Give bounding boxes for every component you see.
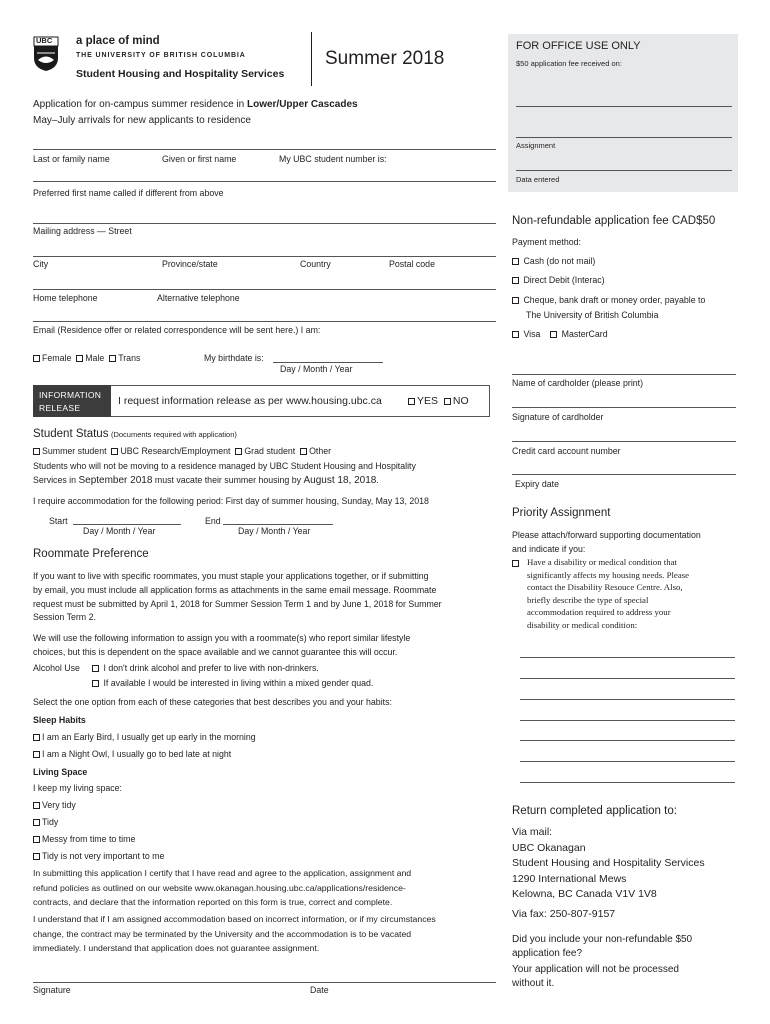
intro-line-1-bold: Lower/Upper Cascades (246, 99, 358, 110)
certify-para1-line: contracts, and declare that the information reported on this form is true, correct and complete. (33, 897, 393, 907)
cardholder-signature-label: Signature of cardholder (512, 412, 604, 422)
cardholder-name-label: Name of cardholder (please print) (512, 378, 644, 388)
office-use-box (508, 34, 738, 192)
birthdate-format: Day / Month / Year (280, 364, 353, 374)
trans-label: Trans (118, 353, 141, 363)
priority-description-line[interactable] (520, 740, 735, 741)
sleep-option-2-text: I am a Night Owl, I usually go to bed late at night (42, 749, 232, 759)
postal-code-label: Postal code (389, 259, 435, 269)
priority-item-text (527, 556, 689, 632)
birthdate-field[interactable] (273, 362, 383, 363)
vacate-part-c: must vacate their summer housing by (152, 475, 304, 485)
info-release-tag-line1: INFORMATION (39, 390, 102, 400)
info-release-text: I request information release as per www.housing.ubc.ca (118, 395, 382, 407)
cardholder-name-field[interactable] (512, 374, 736, 375)
city-field[interactable] (33, 256, 496, 257)
birthdate-label: My birthdate is: (204, 353, 264, 363)
header-divider (311, 32, 312, 86)
payment-method-label: Payment method: (512, 237, 581, 247)
expiry-date-label: Expiry date (515, 479, 560, 489)
roommate-para2 (33, 631, 410, 659)
fax-number: Via fax: 250-807-9157 (512, 908, 616, 920)
priority-description-line[interactable] (520, 720, 735, 721)
roommate-para1-line: If you want to live with specific roommates, you must staple your applications together, or if submitting (33, 571, 429, 581)
vacate-para-line2 (33, 475, 379, 486)
status-option-research: UBC Research/Employment (120, 446, 231, 456)
priority-checkbox-wrap (512, 558, 521, 568)
country-label: Country (300, 259, 331, 269)
priority-item-line: significantly affects my housing needs. Please (527, 569, 690, 580)
select-one-instruction: Select the one option from each of these categories that best describes you and your habits: (33, 697, 392, 707)
signature-field[interactable] (33, 982, 496, 983)
very-tidy-checkbox[interactable] (33, 802, 40, 809)
mastercard-checkbox[interactable] (550, 331, 557, 338)
summer-student-checkbox[interactable] (33, 448, 40, 455)
start-date-format: Day / Month / Year (83, 526, 156, 536)
living-space-intro: I keep my living space: (33, 783, 122, 793)
release-yes-label: YES (417, 395, 439, 407)
assignment-label: Assignment (516, 141, 556, 150)
sleep-option-1-text: I am an Early Bird, I usually get up early in the morning (42, 732, 256, 742)
early-bird-checkbox[interactable] (33, 734, 40, 741)
gender-row (33, 353, 140, 363)
via-mail-label: Via mail: (512, 826, 553, 838)
priority-item-line: Have a disability or medical condition that (527, 557, 677, 567)
priority-description-line[interactable] (520, 699, 735, 700)
night-owl-checkbox[interactable] (33, 751, 40, 758)
signature-label: Signature (33, 985, 71, 995)
priority-item-line: accommodation required to address your (527, 607, 671, 618)
visa-label: Visa (523, 329, 541, 339)
priority-item-line: briefly describe the type of special (527, 594, 649, 605)
preferred-name-label: Preferred first name called if different from above (33, 188, 224, 198)
cardholder-signature-field[interactable] (512, 407, 736, 408)
living-option-not-important (33, 851, 164, 861)
payment-cheque (512, 295, 705, 305)
certify-para1-line: refund policies as outlined on our website www.okanagan.housing.ubc.ca/applications/residence- (33, 882, 406, 893)
ubc-logo-text: UBC (36, 36, 53, 45)
intro-line-2: May–July arrivals for new applicants to residence (33, 115, 251, 126)
intro-line-1 (33, 99, 358, 110)
other-status-checkbox[interactable] (300, 448, 307, 455)
date-label: Date (310, 985, 329, 995)
debit-checkbox[interactable] (512, 277, 519, 284)
department-name: Student Housing and Hospitality Services (76, 68, 285, 80)
cheque-checkbox[interactable] (512, 297, 519, 304)
student-status-options (33, 446, 331, 456)
roommate-para1-line: by email, you must include all application forms as attachments in the same email message. Roommate (33, 584, 437, 595)
ubc-logo (33, 36, 59, 72)
vacate-part-d: August 18, 2018 (303, 475, 377, 486)
release-yes-checkbox[interactable] (408, 398, 415, 405)
last-name-label: Last or family name (33, 154, 110, 164)
tidy-checkbox[interactable] (33, 819, 40, 826)
data-entered-label: Data entered (516, 175, 560, 184)
certify-para2-line: immediately. I understand that application does not guarantee assignment. (33, 943, 320, 953)
alcohol-option-2 (92, 678, 373, 688)
university-name: THE UNIVERSITY OF BRITISH COLUMBIA (76, 52, 246, 59)
mailing-address-field[interactable] (33, 223, 496, 224)
status-option-other: Other (309, 446, 332, 456)
release-no-label: NO (452, 395, 469, 407)
card-number-field[interactable] (512, 441, 736, 442)
living-option-text: Tidy is not very important to me (42, 851, 165, 861)
roommate-para1-line: Session Term 2. (33, 612, 96, 623)
male-checkbox[interactable] (76, 355, 83, 362)
info-release-tag-line2: RELEASE (39, 403, 81, 413)
priority-description-line[interactable] (520, 657, 735, 658)
alt-telephone-label: Alternative telephone (157, 293, 240, 303)
disability-checkbox[interactable] (512, 560, 519, 567)
cash-checkbox[interactable] (512, 258, 519, 265)
visa-checkbox[interactable] (512, 331, 519, 338)
release-no-checkbox[interactable] (444, 398, 451, 405)
status-option-grad: Grad student (244, 446, 296, 456)
mastercard-label: MasterCard (561, 329, 608, 339)
living-space-title: Living Space (33, 767, 88, 777)
female-checkbox[interactable] (33, 355, 40, 362)
office-line-1[interactable] (516, 106, 732, 107)
sleep-option-2 (33, 749, 231, 759)
roommate-para1 (33, 570, 442, 625)
payment-cards (512, 329, 608, 339)
mixed-gender-checkbox[interactable] (92, 680, 99, 687)
living-option-very-tidy (33, 800, 76, 810)
student-status-note: (Documents required with application) (110, 430, 237, 439)
office-use-title: FOR OFFICE USE ONLY (516, 40, 641, 52)
email-field[interactable] (33, 321, 496, 322)
office-line-3[interactable] (516, 170, 732, 171)
roommate-title: Roommate Preference (33, 548, 149, 560)
sleep-habits-title: Sleep Habits (33, 715, 86, 725)
living-option-tidy (33, 817, 58, 827)
vacate-part-b: September 2018 (78, 475, 153, 486)
return-title: Return completed application to: (512, 805, 677, 817)
tagline: a place of mind (76, 35, 160, 47)
living-option-text: Messy from time to time (42, 834, 136, 844)
address-line-1: UBC Okanagan (512, 842, 586, 854)
certify-para2-line: change, the contract may be terminated by the University and the accommodation is to be vacated (33, 928, 412, 939)
priority-intro-1: Please attach/forward supporting documentation (512, 530, 701, 540)
student-number-label: My UBC student number is: (279, 154, 387, 164)
status-option-summer: Summer student (42, 446, 107, 456)
vacate-part-a: Services in (33, 475, 79, 485)
trans-checkbox[interactable] (109, 355, 116, 362)
certify-para1-line: In submitting this application I certify that I have read and agree to the application, assignment and (33, 868, 412, 878)
end-date-format: Day / Month / Year (238, 526, 311, 536)
student-status-title: Student Status (33, 428, 109, 440)
priority-description-line[interactable] (520, 782, 735, 783)
start-label: Start (49, 516, 68, 526)
living-option-text: Tidy (42, 817, 59, 827)
cheque-payee: The University of British Columbia (526, 310, 659, 320)
vacate-para-line1: Students who will not be moving to a residence managed by UBC Student Housing and Hospitality (33, 461, 416, 471)
alcohol-option-1-text: I don't drink alcohol and prefer to live with non-drinkers. (103, 663, 319, 673)
telephone-field[interactable] (33, 289, 496, 290)
mailing-address-label: Mailing address — Street (33, 226, 132, 236)
fee-received-label: $50 application fee received on: (516, 59, 622, 68)
province-label: Province/state (162, 259, 218, 269)
city-label: City (33, 259, 49, 269)
priority-description-line[interactable] (520, 761, 735, 762)
payment-title: Non-refundable application fee CAD$50 (512, 215, 716, 227)
vacate-part-e: . (376, 475, 379, 485)
priority-intro-2: and indicate if you: (512, 544, 586, 554)
tidy-not-important-checkbox[interactable] (33, 853, 40, 860)
messy-checkbox[interactable] (33, 836, 40, 843)
living-option-messy (33, 834, 135, 844)
roommate-para1-line: request must be submitted by April 1, 2018 for Summer Session Term 1 and by June 1, 2018 for Summer (33, 598, 442, 609)
email-label: Email (Residence offer or related correspondence will be sent here.) I am: (33, 325, 321, 335)
info-release-options (408, 395, 469, 407)
priority-item-line: contact the Disability Resouce Centre. Also, (527, 582, 683, 593)
name-top-line (33, 149, 496, 150)
female-label: Female (42, 353, 72, 363)
no-alcohol-checkbox[interactable] (92, 665, 99, 672)
male-label: Male (85, 353, 105, 363)
research-employment-checkbox[interactable] (111, 448, 118, 455)
certify-para2-line: I understand that if I am assigned accommodation based on incorrect information, or if my circumstances (33, 914, 436, 924)
intro-line-1-prefix: Application for on-campus summer residence in (33, 99, 247, 110)
address-line-3: 1290 International Mews (512, 873, 627, 885)
priority-title: Priority Assignment (512, 507, 611, 519)
expiry-date-field[interactable] (512, 474, 736, 475)
student-status-heading (33, 428, 237, 440)
given-name-label: Given or first name (162, 154, 237, 164)
processing-note-1: Your application will not be processed (512, 964, 679, 975)
form-title: Summer 2018 (325, 48, 445, 69)
fee-question-2: application fee? (512, 948, 583, 959)
cash-label: Cash (do not mail) (523, 256, 596, 266)
office-line-2[interactable] (516, 137, 732, 138)
living-option-text: Very tidy (42, 800, 76, 810)
payment-cash (512, 256, 595, 266)
priority-description-line[interactable] (520, 678, 735, 679)
accommodation-period: I require accommodation for the following period: First day of summer housing, Sunday, May 13, 2018 (33, 496, 429, 506)
preferred-name-field[interactable] (33, 181, 496, 182)
debit-label: Direct Debit (Interac) (523, 275, 605, 285)
alcohol-label: Alcohol Use (33, 663, 80, 673)
cheque-label: Cheque, bank draft or money order, payable to (523, 295, 706, 305)
card-number-label: Credit card account number (512, 446, 621, 456)
home-telephone-label: Home telephone (33, 293, 98, 303)
roommate-para2-line: choices, but this is dependent on the space available and we cannot guarantee this will occur. (33, 647, 398, 657)
alcohol-option-1 (92, 663, 319, 673)
certify-para2 (33, 912, 436, 956)
roommate-para2-line: We will use the following information to assign you with a roommate(s) who report similar lifestyle (33, 633, 411, 643)
fee-question-1: Did you include your non-refundable $50 (512, 934, 693, 945)
address-line-4: Kelowna, BC Canada V1V 1V8 (512, 888, 657, 900)
processing-note-2: without it. (512, 978, 555, 989)
alcohol-option-2-text: If available I would be interested in living within a mixed gender quad. (103, 678, 374, 688)
priority-item-line: disability or medical condition: (527, 619, 638, 630)
sleep-option-1 (33, 732, 256, 742)
payment-debit (512, 275, 605, 285)
start-date-field[interactable] (73, 524, 181, 525)
certify-para1 (33, 866, 411, 910)
address-line-2: Student Housing and Hospitality Services (512, 857, 705, 869)
end-date-field[interactable] (223, 524, 333, 525)
grad-student-checkbox[interactable] (235, 448, 242, 455)
end-label: End (205, 516, 221, 526)
